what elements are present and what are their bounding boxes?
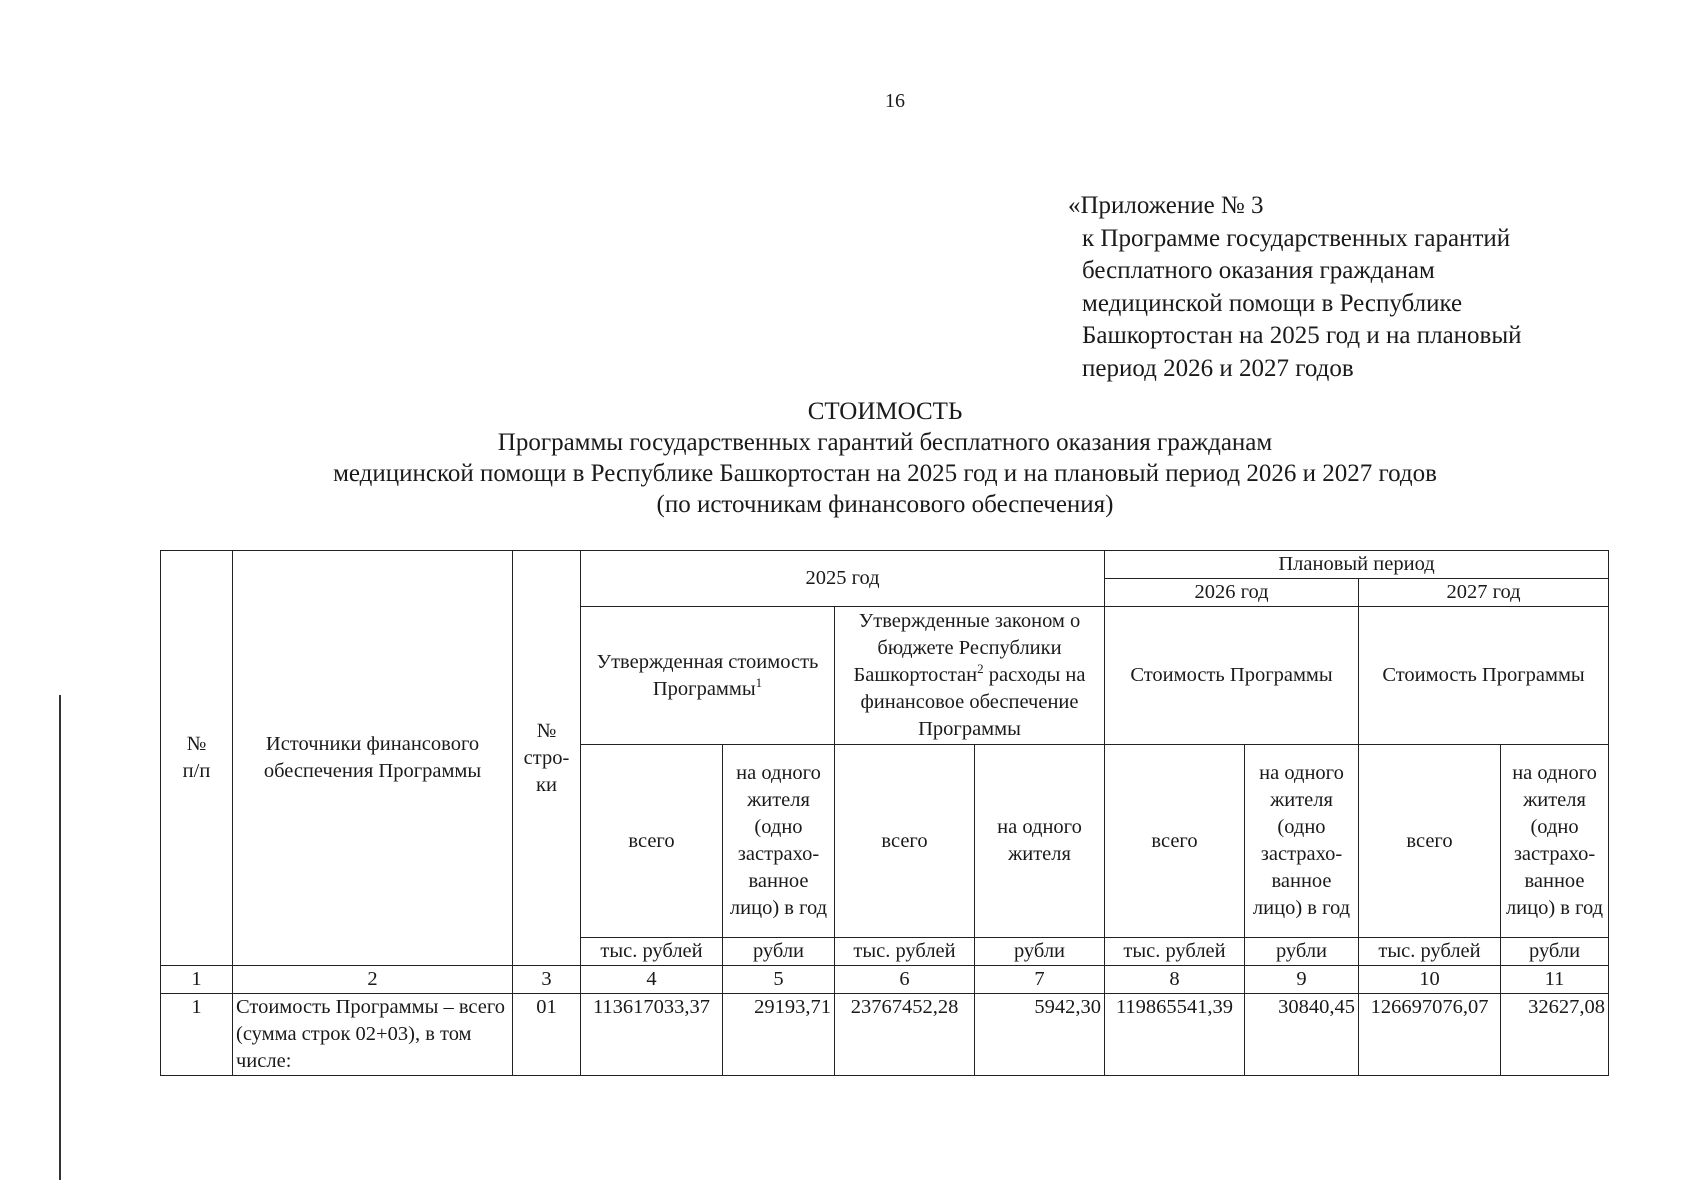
column-number: 10 bbox=[1359, 966, 1501, 994]
unit-cell: тыс. рублей bbox=[1105, 938, 1245, 966]
header-total-2025: всего bbox=[581, 745, 723, 938]
header-total-budget: всего bbox=[835, 745, 975, 938]
cell-total-2027: 126697076,07 bbox=[1359, 994, 1501, 1076]
unit-cell: тыс. рублей bbox=[1359, 938, 1501, 966]
row-source: Стоимость Программы – всего (сумма строк 02+03), в том числе: bbox=[233, 994, 513, 1076]
cost-table bbox=[160, 550, 1609, 1076]
column-number: 9 bbox=[1245, 966, 1359, 994]
header-row-no: № стро- ки bbox=[513, 551, 581, 966]
header-sources: Источники финансового обеспечения Программы bbox=[233, 551, 513, 966]
header-planned-period: Плановый период bbox=[1105, 551, 1609, 579]
document-title bbox=[0, 396, 1697, 520]
header-per-person-budget: на одного жителя bbox=[975, 745, 1105, 938]
header-program-cost-2026: Стоимость Программы bbox=[1105, 607, 1359, 745]
table-row bbox=[161, 994, 1609, 1076]
budget-law-label-a: Утвержденные законом о бюджете Республики Башкортостан bbox=[853, 610, 1081, 686]
cell-per-insured-2026: 30840,45 bbox=[1245, 994, 1359, 1076]
header-per-insured-2025: на одного жителя (одно застрахо-ванное лицо) в год bbox=[723, 745, 835, 938]
row-num: 1 bbox=[161, 994, 233, 1076]
header-year-2026: 2026 год bbox=[1105, 579, 1359, 607]
unit-cell: рубли bbox=[1245, 938, 1359, 966]
title-line-2: медицинской помощи в Республике Башкортостан на 2025 год и на плановый период 2026 и 2027 годов bbox=[333, 460, 1437, 487]
title-heading: СТОИМОСТЬ bbox=[807, 398, 963, 425]
appendix-line: «Приложение № 3 bbox=[1068, 192, 1264, 219]
column-number: 8 bbox=[1105, 966, 1245, 994]
column-number: 4 bbox=[581, 966, 723, 994]
appendix-line: медицинской помощи в Республике bbox=[1082, 289, 1463, 317]
cell-total-2025: 113617033,37 bbox=[581, 994, 723, 1076]
page-number: 16 bbox=[885, 90, 905, 112]
header-per-insured-2026: на одного жителя (одно застрахо-ванное лицо) в год bbox=[1245, 745, 1359, 938]
unit-cell: рубли bbox=[723, 938, 835, 966]
appendix-line: период 2026 и 2027 годов bbox=[1082, 354, 1354, 382]
footnote-2-marker: 2 bbox=[977, 661, 984, 677]
column-number: 5 bbox=[723, 966, 835, 994]
header-num: № п/п bbox=[161, 551, 233, 966]
row-line: 01 bbox=[513, 994, 581, 1076]
column-number-row bbox=[161, 966, 1609, 994]
column-number: 1 bbox=[161, 966, 233, 994]
header-budget-law bbox=[835, 607, 1105, 745]
cell-total-2026: 119865541,39 bbox=[1105, 994, 1245, 1076]
cell-per-person-budget: 5942,30 bbox=[975, 994, 1105, 1076]
column-number: 6 bbox=[835, 966, 975, 994]
appendix-block bbox=[1068, 190, 1522, 385]
unit-cell: тыс. рублей bbox=[835, 938, 975, 966]
column-number: 2 bbox=[233, 966, 513, 994]
header-per-insured-2027: на одного жителя (одно застрахо-ванное лицо) в год bbox=[1501, 745, 1609, 938]
cell-per-insured-2027: 32627,08 bbox=[1501, 994, 1609, 1076]
title-line-1: Программы государственных гарантий бесплатного оказания гражданам bbox=[497, 429, 1273, 456]
title-line-3: (по источникам финансового обеспечения) bbox=[656, 491, 1114, 518]
appendix-line: Башкортостан на 2025 год и на плановый bbox=[1082, 322, 1522, 349]
appendix-line: бесплатного оказания гражданам bbox=[1082, 257, 1435, 284]
appendix-line: к Программе государственных гарантий bbox=[1082, 224, 1511, 252]
column-number: 3 bbox=[513, 966, 581, 994]
approved-cost-label: Утвержденная стоимость Программы bbox=[596, 650, 819, 700]
footnote-1-marker: 1 bbox=[755, 674, 763, 690]
header-total-2026: всего bbox=[1105, 745, 1245, 938]
header-approved-cost bbox=[581, 607, 835, 745]
cell-total-budget: 23767452,28 bbox=[835, 994, 975, 1076]
budget-law-label-b: расходы на финансовое обеспечение Программы bbox=[860, 664, 1086, 740]
header-program-cost-2027: Стоимость Программы bbox=[1359, 607, 1609, 745]
margin-line bbox=[59, 695, 61, 1180]
column-number: 11 bbox=[1501, 966, 1609, 994]
unit-cell: тыс. рублей bbox=[581, 938, 723, 966]
unit-cell: рубли bbox=[975, 938, 1105, 966]
unit-cell: рубли bbox=[1501, 938, 1609, 966]
column-number: 7 bbox=[975, 966, 1105, 994]
header-year-2025: 2025 год bbox=[581, 551, 1105, 607]
cell-per-insured-2025: 29193,71 bbox=[723, 994, 835, 1076]
header-total-2027: всего bbox=[1359, 745, 1501, 938]
header-year-2027: 2027 год bbox=[1359, 579, 1609, 607]
